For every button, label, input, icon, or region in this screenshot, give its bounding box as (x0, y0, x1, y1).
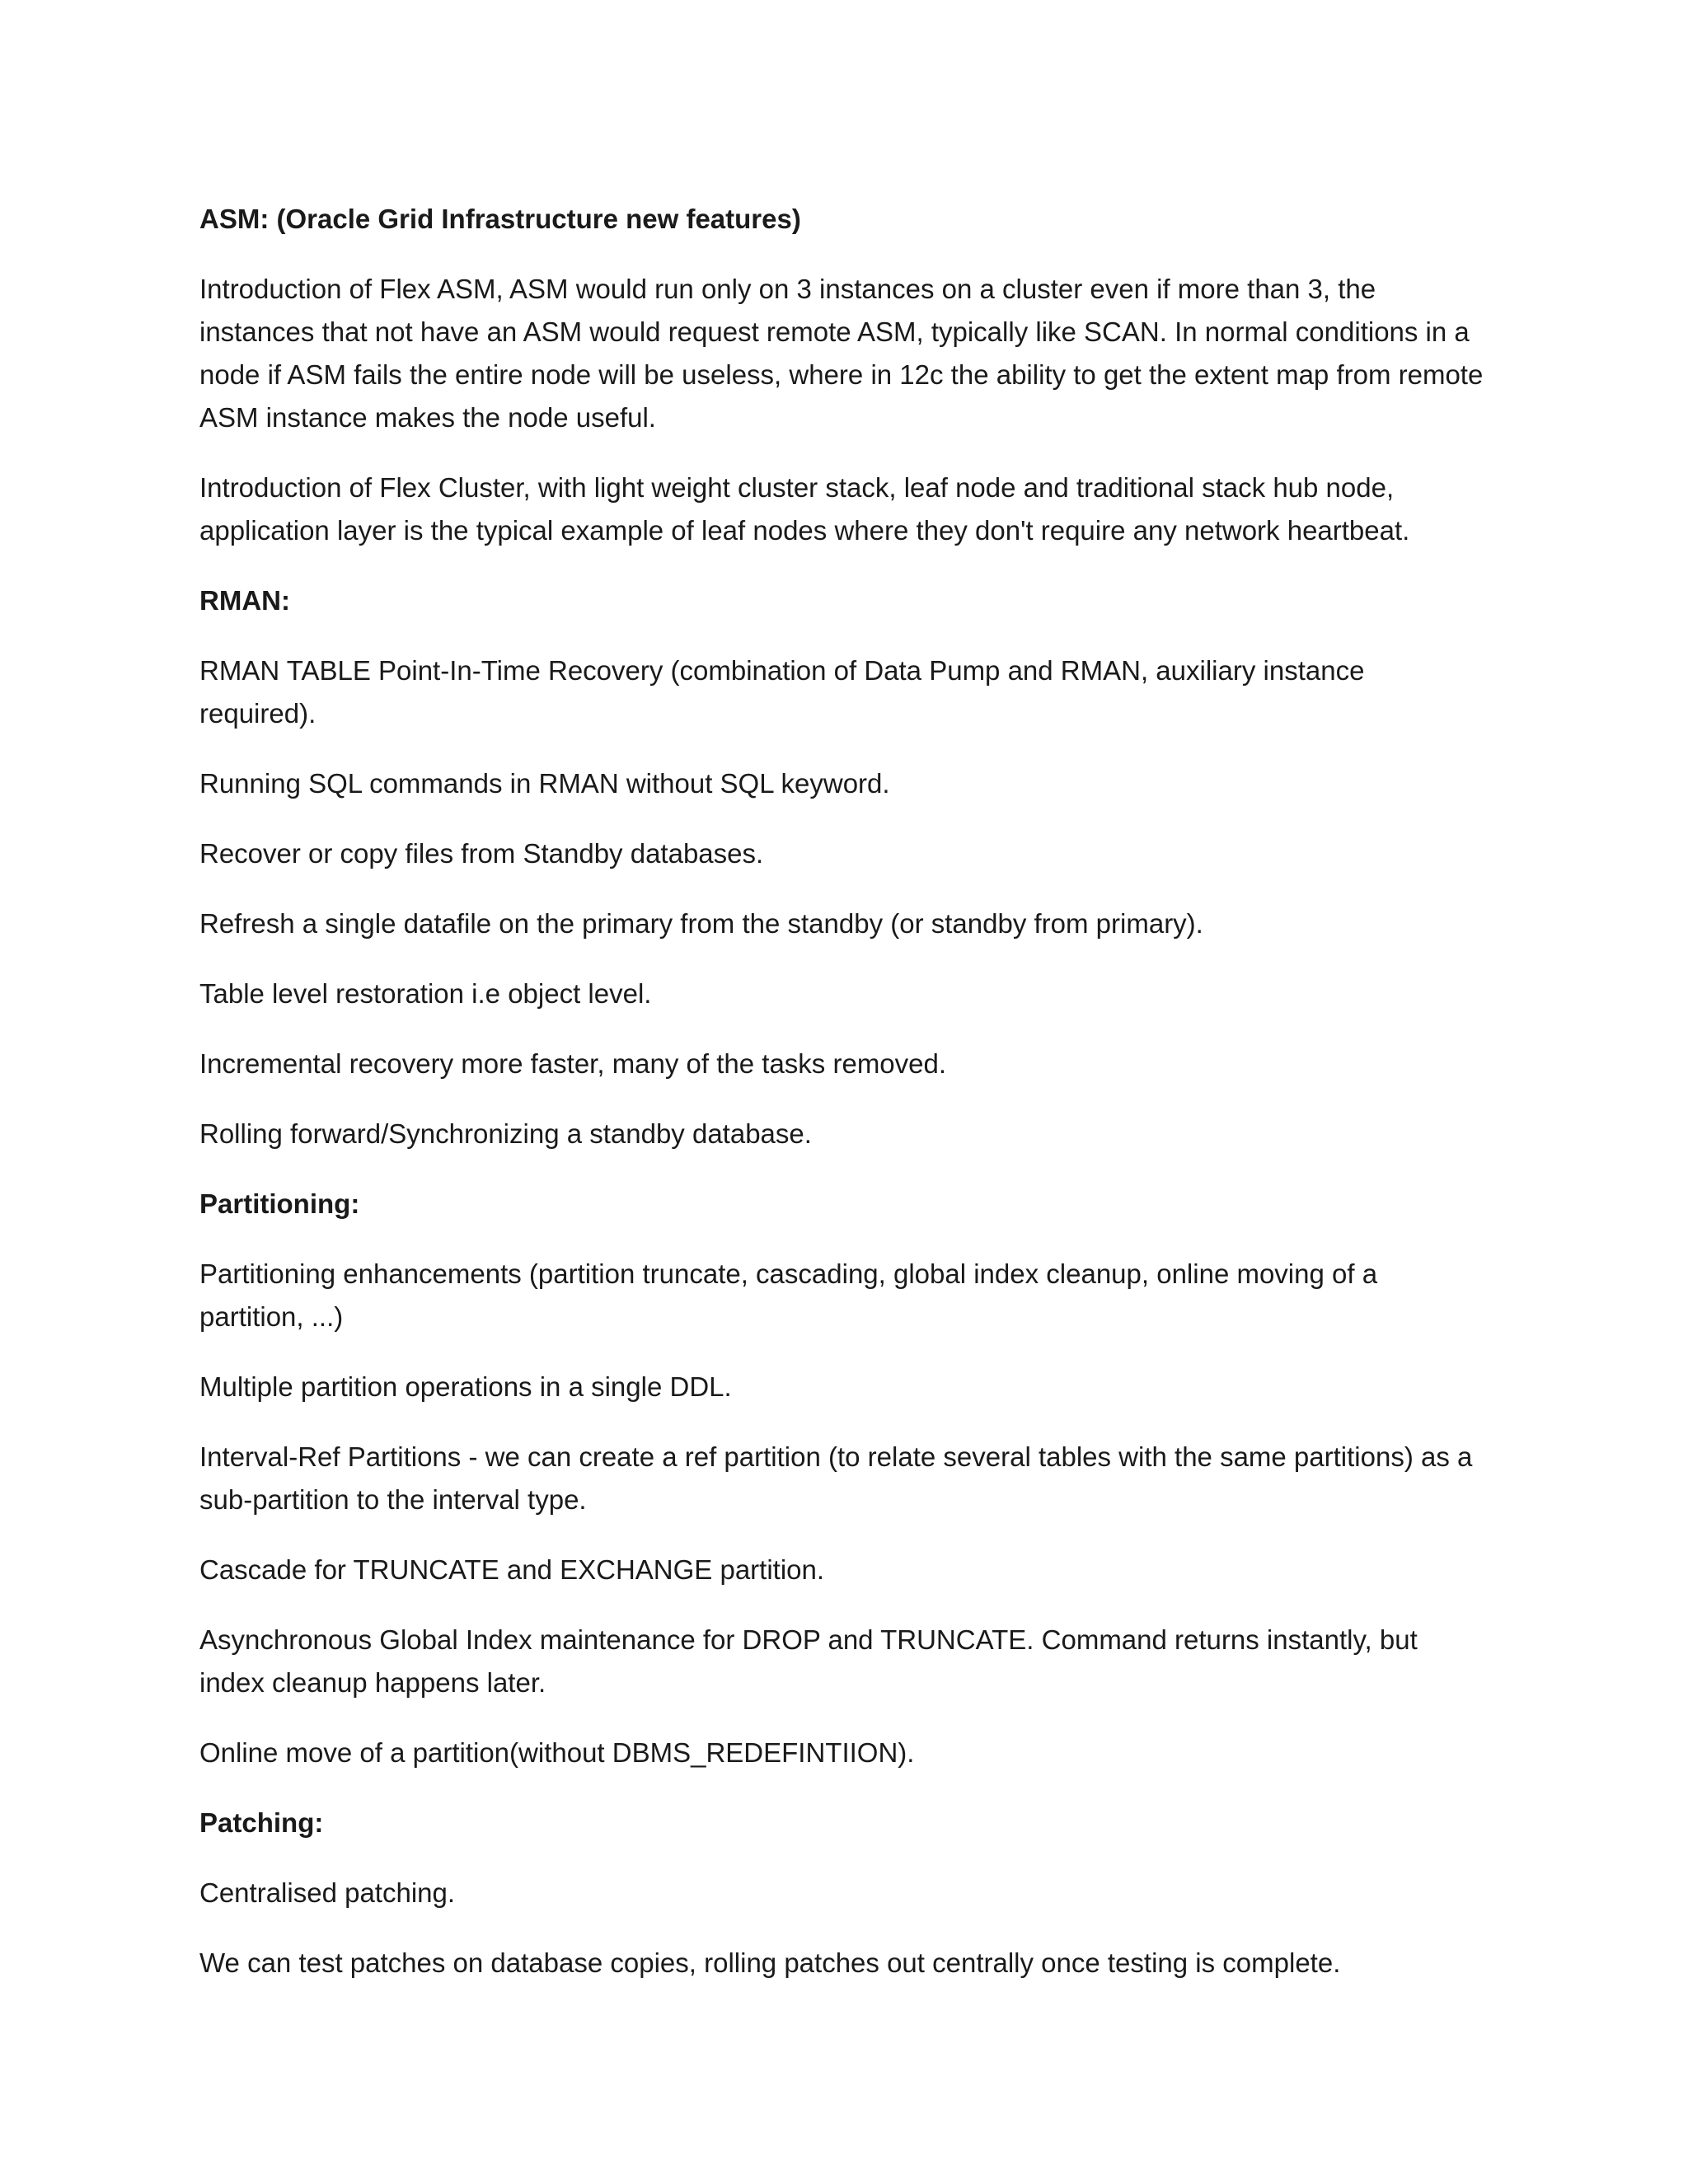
section-heading-rman: RMAN: (199, 585, 290, 616)
paragraph: Table level restoration i.e object level. (199, 978, 652, 1009)
paragraph: Incremental recovery more faster, many of the tasks removed. (199, 1048, 947, 1079)
paragraph: Recover or copy files from Standby databases. (199, 838, 764, 869)
section-heading-asm: ASM: (Oracle Grid Infrastructure new features) (199, 204, 801, 234)
section-heading-partitioning: Partitioning: (199, 1188, 360, 1219)
paragraph: Interval-Ref Partitions - we can create a ref partition (to relate several tables with the same partitions) as a sub-partition to the interval type. (199, 1441, 1473, 1515)
paragraph: Refresh a single datafile on the primary from the standby (or standby from primary). (199, 908, 1203, 939)
paragraph: Cascade for TRUNCATE and EXCHANGE partition. (199, 1554, 825, 1585)
paragraph: Asynchronous Global Index maintenance for DROP and TRUNCATE. Command returns instantly, but index cleanup happens later. (199, 1624, 1418, 1698)
paragraph: Introduction of Flex Cluster, with light weight cluster stack, leaf node and traditional stack hub node, application layer is the typical example of leaf nodes where they don't require any network heartbeat. (199, 472, 1410, 546)
paragraph: Centralised patching. (199, 1877, 456, 1908)
paragraph: Introduction of Flex ASM, ASM would run only on 3 instances on a cluster even if more than 3, the instances that not have an ASM would request remote ASM, typically like SCAN. In normal conditions in a node if ASM fails the entire node will be useless, where in 12c the ability to get the extent map from remote ASM instance makes the node useful. (199, 274, 1484, 433)
paragraph: Multiple partition operations in a single DDL. (199, 1371, 732, 1402)
paragraph: Partitioning enhancements (partition truncate, cascading, global index cleanup, online moving of a partition, ...) (199, 1258, 1378, 1332)
document-page (199, 198, 1485, 2012)
paragraph: Online move of a partition(without DBMS_REDEFINTIION). (199, 1737, 915, 1768)
paragraph: RMAN TABLE Point-In-Time Recovery (combination of Data Pump and RMAN, auxiliary instance required). (199, 655, 1365, 729)
paragraph: Running SQL commands in RMAN without SQL keyword. (199, 768, 890, 799)
paragraph: We can test patches on database copies, rolling patches out centrally once testing is complete. (199, 1947, 1341, 1978)
section-heading-patching: Patching: (199, 1807, 324, 1838)
paragraph: Rolling forward/Synchronizing a standby database. (199, 1118, 812, 1149)
